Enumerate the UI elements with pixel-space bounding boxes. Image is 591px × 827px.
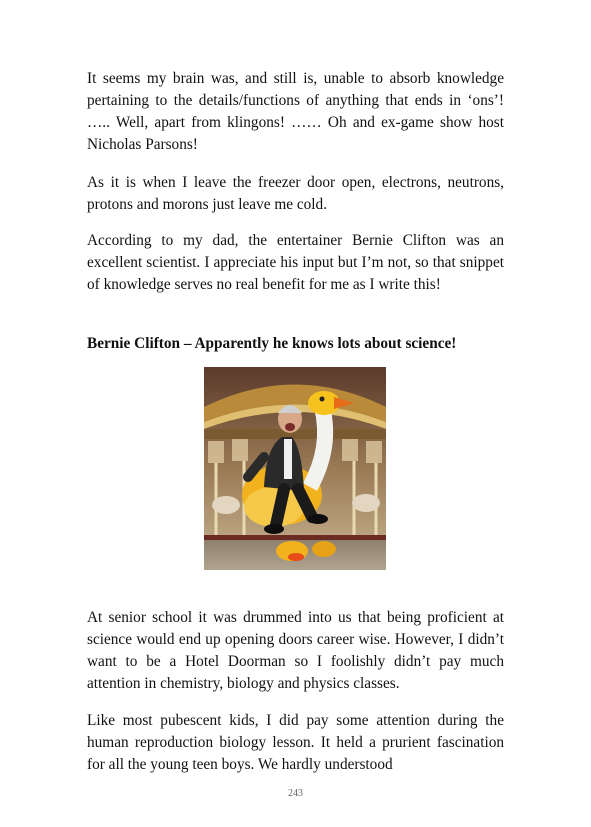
paragraph-bernie-clifton: According to my dad, the entertainer Bernie Clifton was an excellent scientist. I appreciate his input but I’m not, so that snippet of knowledge serves no real benefit for me as I write this! — [87, 232, 504, 293]
paragraph-ons: It seems my brain was, and still is, unable to absorb knowledge pertaining to the details/functions of anything that ends in ‘ons’! ….. Well, apart from klingons! …… Oh and ex-game show host Nicholas Parsons! — [87, 70, 504, 153]
photo-caption: Bernie Clifton – Apparently he knows lots about science! — [87, 335, 457, 352]
page-number: 243 — [288, 788, 303, 799]
paragraph-biology-lesson: Like most pubescent kids, I did pay some attention during the human reproduction biology lesson. It held a prurient fascination for all the young teen boys. We hardly understood — [87, 712, 504, 773]
paragraph-senior-school: At senior school it was drummed into us that being proficient at science would end up opening doors career wise. However, I didn’t want to be a Hotel Doorman so I foolishly didn’t pay much attention in chemistry, biology and physics classes. — [87, 609, 504, 692]
bernie-clifton-photo — [204, 367, 386, 570]
paragraph-freezer: As it is when I leave the freezer door open, electrons, neutrons, protons and morons just leave me cold. — [87, 174, 504, 213]
